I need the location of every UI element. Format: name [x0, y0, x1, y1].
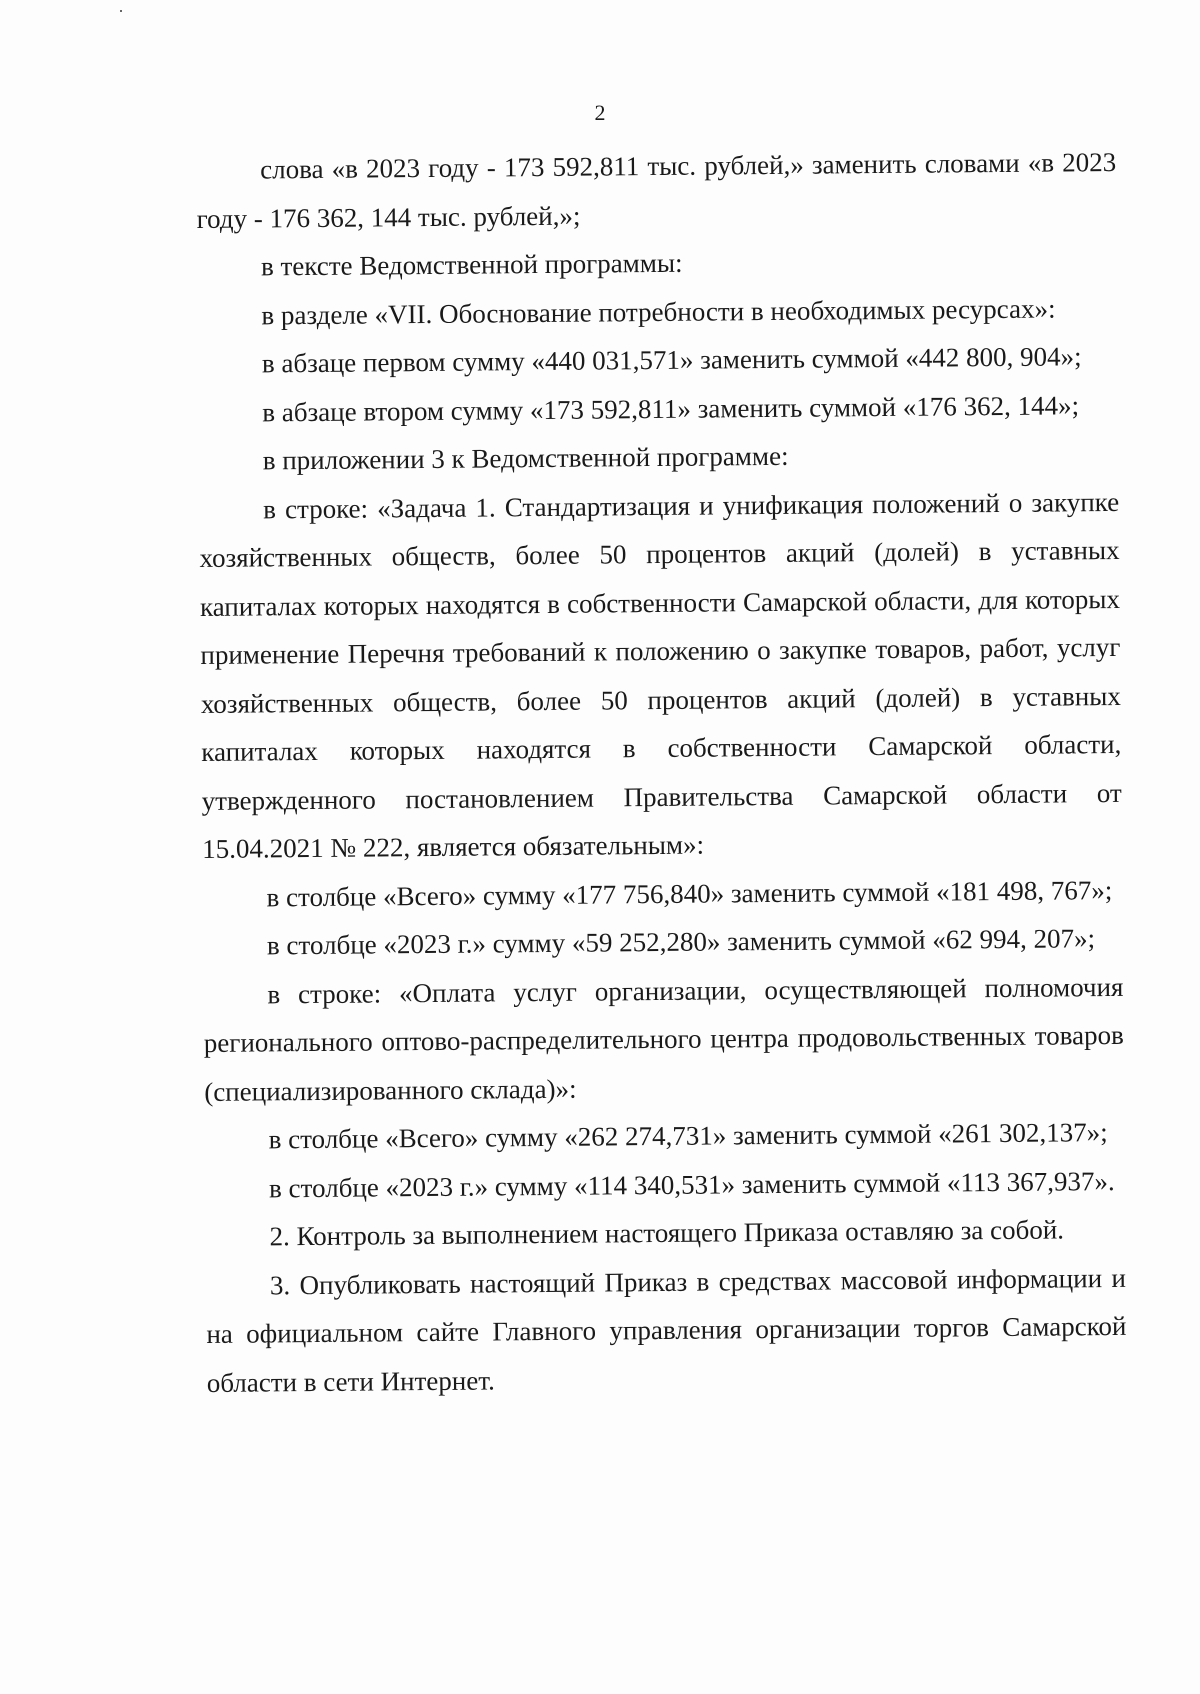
document-body: [196, 138, 1127, 1407]
paragraph-first-abzac: в абзаце первом сумму «440 031,571» заменить суммой «442 800, 904»;: [261, 341, 1082, 379]
paragraph-section-vii: в разделе «VII. Обоснование потребности в необходимых ресурсах»:: [261, 293, 1056, 330]
paragraph-task-1-row: в строке: «Задача 1. Стандартизация и унификация положений о закупке хозяйственных обществ, более 50 процентов акций (долей) в уставных капиталах которых находятся в собственности Самарской области, для которых применение Перечня требований к положению о закупке товаров, работ, услуг хозяйственных обществ, более 50 процентов акций (долей) в уставных капиталах которых находятся в собственности Самарской области, утвержденного постановлением Правительства Самарской области от 15.04.2021 № 222, является обязательным»:: [199, 486, 1122, 864]
paragraph-warehouse-row: в строке: «Оплата услуг организации, осуществляющей полномочия регионального оптово-распределительного центра продовольственных товаров (специализированного склада)»:: [203, 971, 1124, 1107]
paragraph-task-1-total: в столбце «Всего» сумму «177 756,840» заменить суммой «181 498, 767»;: [266, 874, 1113, 912]
paragraph-program-text: в тексте Ведомственной программы:: [260, 247, 683, 282]
scan-artifact: [120, 10, 122, 12]
paragraph-appendix-3: в приложении 3 к Ведомственной программе:: [262, 440, 789, 476]
paragraph-warehouse-total: в столбце «Всего» сумму «262 274,731» заменить суммой «261 302,137»;: [268, 1117, 1108, 1155]
paragraph-task-1-2023: в столбце «2023 г.» сумму «59 252,280» заменить суммой «62 994, 207»;: [266, 923, 1096, 961]
paragraph-publish: 3. Опубликовать настоящий Приказ в средствах массовой информации и на официальном сайте Главного управления организации торгов Самарской области в сети Интернет.: [206, 1262, 1127, 1398]
paragraph-control: 2. Контроль за выполнением настоящего Приказа оставляю за собой.: [269, 1214, 1065, 1252]
paragraph-warehouse-2023: в столбце «2023 г.» сумму «114 340,531» заменить суммой «113 367,937».: [268, 1165, 1115, 1203]
paragraph-replace-2023-words: слова «в 2023 году - 173 592,811 тыс. рублей,» заменить словами «в 2023 году - 176 362, 144 тыс. рублей,»;: [196, 146, 1117, 234]
paragraph-second-abzac: в абзаце втором сумму «173 592,811» заменить суммой «176 362, 144»;: [262, 389, 1080, 427]
page-number: 2: [594, 100, 606, 125]
